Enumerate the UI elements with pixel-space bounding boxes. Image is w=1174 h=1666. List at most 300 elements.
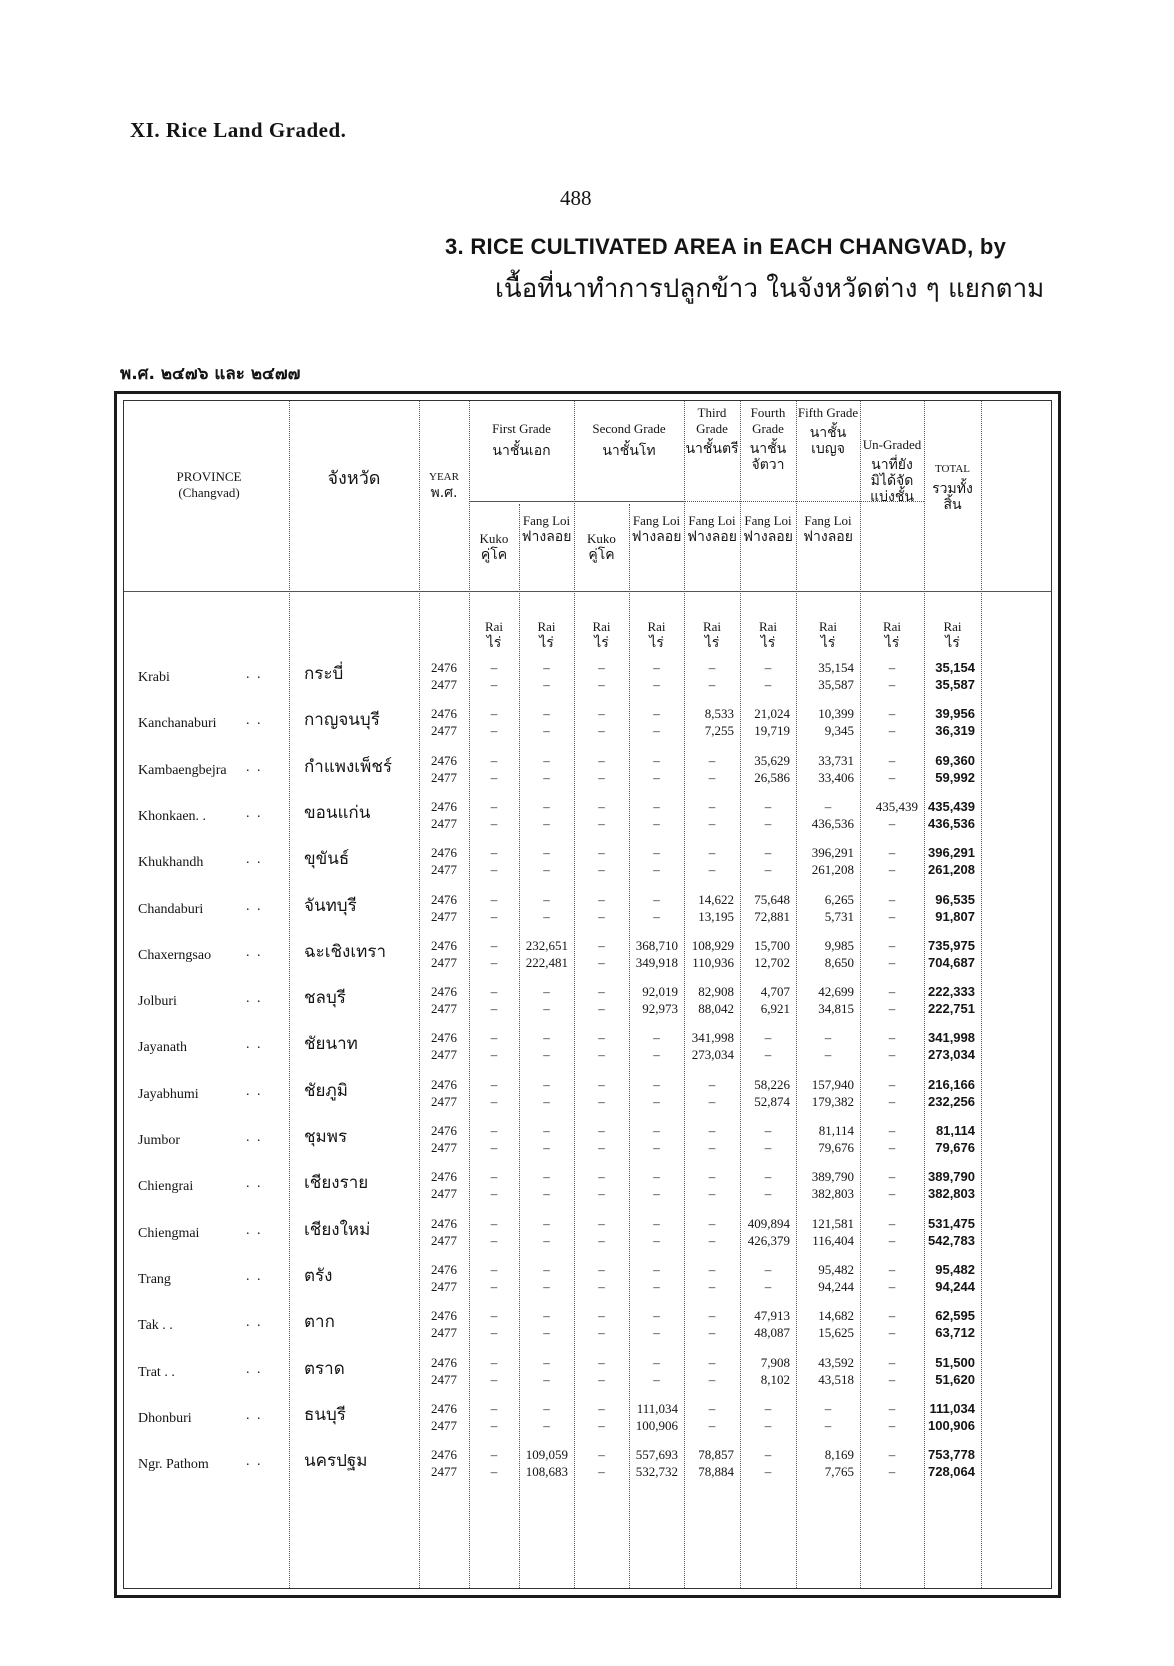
value-2477: – [490,1464,498,1479]
leader-dots: . . [246,1269,263,1284]
value-2477: 13,195 [698,909,734,924]
value-2476: – [708,799,716,814]
unit-label [684,619,740,651]
leader-dots: . . [246,852,263,867]
total-cell [924,1076,975,1110]
value-2477: – [764,816,772,831]
unit-rai-thai: ไร่ [945,635,960,651]
unit-rai: Rai [647,619,666,634]
value-2477: – [598,909,605,924]
year-values [422,1122,466,1156]
value-2476: 82,908 [698,984,734,999]
value-2476: 58,226 [754,1077,790,1092]
value-2477: – [708,1372,716,1387]
province-name: Jumbor [138,1133,180,1148]
value-2476: 75,648 [754,892,790,907]
total-2476: 222,333 [928,984,975,999]
value-cell [796,983,854,1017]
table-row [124,752,1051,798]
year-2477: 2477 [431,955,457,970]
year-2477: 2477 [431,1279,457,1294]
value-cell [740,1354,790,1388]
year-2477: 2477 [431,1325,457,1340]
value-2476: – [708,1262,716,1277]
value-2477: 179,382 [811,1094,854,1109]
year-2476: 2476 [431,706,457,721]
value-cell [519,752,568,786]
value-2477: 349,918 [635,955,678,970]
unit-rai-thai: ไร่ [704,635,720,651]
value-cell [574,1307,623,1341]
year-2476: 2476 [431,1447,457,1462]
value-2476: – [888,845,896,860]
value-2476: – [708,1308,716,1323]
year-2477: 2477 [431,1186,457,1201]
year-2477: 2477 [431,862,457,877]
value-2477: – [764,1186,772,1201]
value-2476: – [490,1169,498,1184]
value-cell [469,937,513,971]
value-2476: – [708,660,716,675]
year-2476: 2476 [431,1308,457,1323]
value-cell [629,1215,678,1249]
fang-loi-header: Fang Loi ฟางลอย [687,513,737,545]
value-cell [796,798,854,832]
year-values [422,1076,466,1110]
table-row [124,1400,1051,1446]
value-2477: – [543,1047,550,1062]
table-row [124,1307,1051,1353]
value-cell [860,1446,918,1480]
value-cell [629,705,678,739]
value-2476: 389,790 [811,1169,854,1184]
value-2476: – [490,1123,498,1138]
table-row [124,1446,1051,1492]
total-cell [924,798,975,832]
value-cell [519,937,568,971]
ungraded-header: Un-Graded นาที่ยังมิได้จัดแบ่งชั้น [862,437,922,505]
total-cell [924,1168,975,1202]
total-2476: 95,482 [935,1262,975,1277]
total-cell [924,891,975,925]
province-name: Kambaengbejra [138,763,227,778]
value-2476: 14,682 [818,1308,854,1323]
province-name-thai: ขอนแก่น [304,803,371,823]
value-2477: 26,586 [754,770,790,785]
value-2477: – [543,1094,550,1109]
total-2476: 389,790 [928,1169,975,1184]
value-2476: – [888,753,896,768]
unit-label [740,619,796,651]
value-cell [860,1400,918,1434]
value-cell [684,1307,734,1341]
total-2476: 39,956 [935,706,975,721]
value-2476: 8,533 [704,706,734,721]
value-2477: – [598,1047,605,1062]
value-2477: – [490,1094,498,1109]
total-2477: 704,687 [928,955,975,970]
total-2477: 542,783 [928,1233,975,1248]
value-cell [860,1076,918,1110]
unit-rai: Rai [943,619,962,634]
value-2477: 222,481 [525,955,568,970]
province-name-thai: กาญจนบุรี [304,710,380,730]
value-2476: – [653,753,660,768]
table-row [124,891,1051,937]
value-cell [860,798,918,832]
value-cell [574,705,623,739]
value-cell [629,891,678,925]
value-cell [684,983,734,1017]
value-2477: 7,765 [824,1464,854,1479]
value-2476: – [543,1401,550,1416]
value-2477: – [888,862,896,877]
year-2477: 2477 [431,770,457,785]
value-2476: – [653,845,660,860]
province-name-thai: เชียงใหม่ [304,1220,371,1240]
value-2476: – [888,1169,896,1184]
value-2476: – [490,1077,498,1092]
year-2477: 2477 [431,1140,457,1155]
value-2476: – [543,1355,550,1370]
table-row [124,659,1051,705]
value-cell [469,891,513,925]
third-grade-header: Third Grade นาชั้นตรี [685,405,739,457]
table-row [124,844,1051,890]
unit-rai: Rai [702,619,722,634]
table-row [124,1168,1051,1214]
value-2476: – [598,938,605,953]
value-2477: – [598,1094,605,1109]
unit-rai-thai: ไร่ [649,635,664,651]
value-2476: – [708,1355,716,1370]
value-2477: 110,936 [692,955,734,970]
value-cell [519,1446,568,1480]
value-cell [629,1122,678,1156]
unit-rai-thai: ไร่ [594,635,609,651]
year-values [422,1354,466,1388]
value-cell [629,659,678,693]
value-2477: – [708,1325,716,1340]
value-2476: – [543,706,550,721]
value-2477: – [490,816,498,831]
year-2476: 2476 [431,938,457,953]
leader-dots: . . [246,899,263,914]
value-2476: – [543,799,550,814]
value-2477: – [708,862,716,877]
value-2477: – [888,816,896,831]
value-cell [860,705,918,739]
value-cell [796,752,854,786]
value-2476: – [490,753,498,768]
table-title: 3. RICE CULTIVATED AREA in EACH CHANGVAD, by [445,234,1007,259]
value-cell [469,1354,513,1388]
value-cell [796,705,854,739]
value-2476: – [490,984,498,999]
value-cell [684,1354,734,1388]
province-name: Khukhandh [138,855,204,870]
total-2476: 396,291 [928,845,975,860]
value-cell [629,1168,678,1202]
value-2477: – [708,1279,716,1294]
value-cell [469,659,513,693]
leader-dots: . . [246,1130,263,1145]
value-2477: 72,881 [754,909,790,924]
total-cell [924,1215,975,1249]
value-2476: – [490,799,498,814]
value-cell [796,844,854,878]
value-2477: 5,731 [824,909,854,924]
value-2476: – [598,1308,605,1323]
value-2476: – [543,892,550,907]
value-2477: – [598,677,605,692]
value-cell [574,891,623,925]
value-2477: – [598,1464,605,1479]
value-2476: – [764,799,772,814]
value-cell [796,1122,854,1156]
value-2476: – [598,892,605,907]
value-cell [629,1029,678,1063]
total-2477: 728,064 [928,1464,975,1479]
year-2477: 2477 [431,677,457,692]
value-2477: – [490,1418,498,1433]
unit-rai: Rai [592,619,611,634]
province-name: Tak . . [138,1318,173,1333]
value-cell [860,983,918,1017]
province-name-thai: ขุขันธ์ [304,849,350,869]
value-cell [519,1215,568,1249]
value-cell [740,1261,790,1295]
value-2476: 95,482 [818,1262,854,1277]
value-2477: 35,587 [818,677,854,692]
total-header: TOTAL รวมทั้งสิ้น [932,463,973,513]
year-2476: 2476 [431,753,457,768]
total-2476: 753,778 [928,1447,975,1462]
year-values [422,844,466,878]
changvad-header-thai: จังหวัด [327,468,381,489]
province-name: Krabi [138,670,170,685]
total-2477: 100,906 [928,1418,975,1433]
total-2477: 94,244 [935,1279,975,1294]
value-2477: – [764,1464,772,1479]
value-cell [519,659,568,693]
value-2477: 34,815 [818,1001,854,1016]
value-cell [860,1168,918,1202]
total-2477: 273,034 [928,1047,975,1062]
value-2476: 111,034 [636,1401,678,1416]
value-2476: 78,857 [698,1447,734,1462]
province-name-thai: ตาก [304,1312,335,1332]
total-cell [924,1400,975,1434]
year-2477: 2477 [431,816,457,831]
value-2477: 43,518 [818,1372,854,1387]
value-2476: 368,710 [635,938,678,953]
leader-dots: . . [246,713,263,728]
value-2477: – [888,1325,896,1340]
value-2476: – [598,1447,605,1462]
value-2477: – [653,677,660,692]
value-2477: – [543,1140,550,1155]
leader-dots: . . [246,1037,263,1052]
value-cell [469,1122,513,1156]
value-cell [629,844,678,878]
value-2476: – [708,753,716,768]
value-2476: 15,700 [754,938,790,953]
value-2476: – [543,845,550,860]
value-cell [740,937,790,971]
table-row [124,1261,1051,1307]
value-cell [860,1354,918,1388]
value-2477: – [888,1279,896,1294]
value-2477: – [888,1464,896,1479]
value-cell [740,844,790,878]
value-cell [860,1122,918,1156]
value-2476: 4,707 [760,984,790,999]
leader-dots: . . [246,667,263,682]
fourth-grade-header: Fourth Grade นาชั้นจัตวา [749,405,787,473]
value-cell [740,1029,790,1063]
unit-rai-thai: ไร่ [884,635,900,651]
year-values [422,891,466,925]
year-2476: 2476 [431,1077,457,1092]
value-2477: 48,087 [754,1325,790,1340]
value-2477: 92,973 [642,1001,678,1016]
value-2476: – [490,1355,498,1370]
value-2477: 6,921 [760,1001,790,1016]
value-2476: – [888,1401,896,1416]
value-2476: – [888,1077,896,1092]
fang-loi-header: Fang Loi ฟางลอย [521,513,572,545]
total-2477: 91,807 [935,909,975,924]
province-name-thai: ชัยนาท [304,1034,358,1054]
value-2477: – [708,816,716,831]
value-2477: – [708,770,716,785]
year-2476: 2476 [431,799,457,814]
value-cell [574,1168,623,1202]
year-2477: 2477 [431,1464,457,1479]
value-cell [684,1261,734,1295]
year-values [422,705,466,739]
unit-rai: Rai [484,619,504,634]
table-row [124,1029,1051,1075]
value-cell [519,1307,568,1341]
province-header: PROVINCE (Changvad) [176,469,242,500]
value-cell [469,1029,513,1063]
year-2476: 2476 [431,660,457,675]
value-2476: – [543,660,550,675]
value-2476: – [598,753,605,768]
value-2477: – [888,1047,896,1062]
value-cell [574,937,623,971]
header-rule [469,501,684,502]
value-2477: – [543,1418,550,1433]
years-note-thai: พ.ศ. ๒๔๗๖ และ ๒๔๗๗ [120,364,301,384]
value-2477: – [653,1186,660,1201]
value-2476: 435,439 [875,799,918,814]
value-2477: – [764,862,772,877]
value-2476: – [490,1401,498,1416]
value-2477: – [543,1372,550,1387]
value-2476: – [598,1355,605,1370]
value-cell [629,752,678,786]
header-bottom-rule [124,591,1051,592]
year-2476: 2476 [431,1030,457,1045]
value-2477: 79,676 [818,1140,854,1155]
value-2476: – [490,892,498,907]
value-2477: – [490,1325,498,1340]
value-2477: – [888,1186,896,1201]
value-2476: – [764,1169,772,1184]
value-2476: – [598,1123,605,1138]
value-2477: – [888,1418,896,1433]
year-2477: 2477 [431,1372,457,1387]
leader-dots: . . [246,991,263,1006]
value-2477: – [653,1047,660,1062]
value-2477: – [888,1094,896,1109]
value-2476: 81,114 [818,1123,854,1138]
value-2477: – [490,1047,498,1062]
value-2476: – [824,799,832,814]
leader-dots: . . [246,760,263,775]
province-name-thai: ฉะเชิงเทรา [304,942,387,962]
total-2476: 735,975 [928,938,975,953]
value-cell [740,983,790,1017]
year-values [422,1215,466,1249]
value-2476: – [543,1308,550,1323]
value-2476: – [708,1216,716,1231]
value-2476: 6,265 [824,892,854,907]
value-2477: – [598,1372,605,1387]
value-2476: – [708,845,716,860]
province-name: Khonkaen. . [138,809,207,824]
value-2477: 52,874 [754,1094,790,1109]
unit-rai-thai: ไร่ [486,635,502,651]
value-2477: – [598,816,605,831]
table-row [124,983,1051,1029]
value-cell [469,1400,513,1434]
leader-dots: . . [246,945,263,960]
unit-rai: Rai [758,619,778,634]
value-2476: – [653,1355,660,1370]
total-cell [924,1446,975,1480]
value-2477: – [543,723,550,738]
unit-label [924,619,981,651]
year-2476: 2476 [431,1123,457,1138]
first-grade-header: First Grade นาชั้นเอก [492,421,551,459]
year-values [422,1029,466,1063]
value-2476: – [598,660,605,675]
value-2477: – [543,1233,550,1248]
province-name: Jayabhumi [138,1087,199,1102]
value-cell [796,1446,854,1480]
year-2476: 2476 [431,1401,457,1416]
value-2477: – [653,1279,660,1294]
value-2476: – [653,1262,660,1277]
value-2477: – [824,1418,832,1433]
value-2477: – [708,1418,716,1433]
value-2477: – [490,1279,498,1294]
province-name-thai: ชุมพร [304,1127,348,1147]
value-2477: – [543,909,550,924]
value-cell [860,1307,918,1341]
rice-area-table [114,391,1061,1598]
province-name-thai: ตรัง [304,1266,333,1286]
value-2476: – [490,1308,498,1323]
total-cell [924,1122,975,1156]
value-2477: – [543,1186,550,1201]
province-name-thai: กำแพงเพ็ชร์ [304,757,392,777]
value-2476: 35,154 [818,660,854,675]
